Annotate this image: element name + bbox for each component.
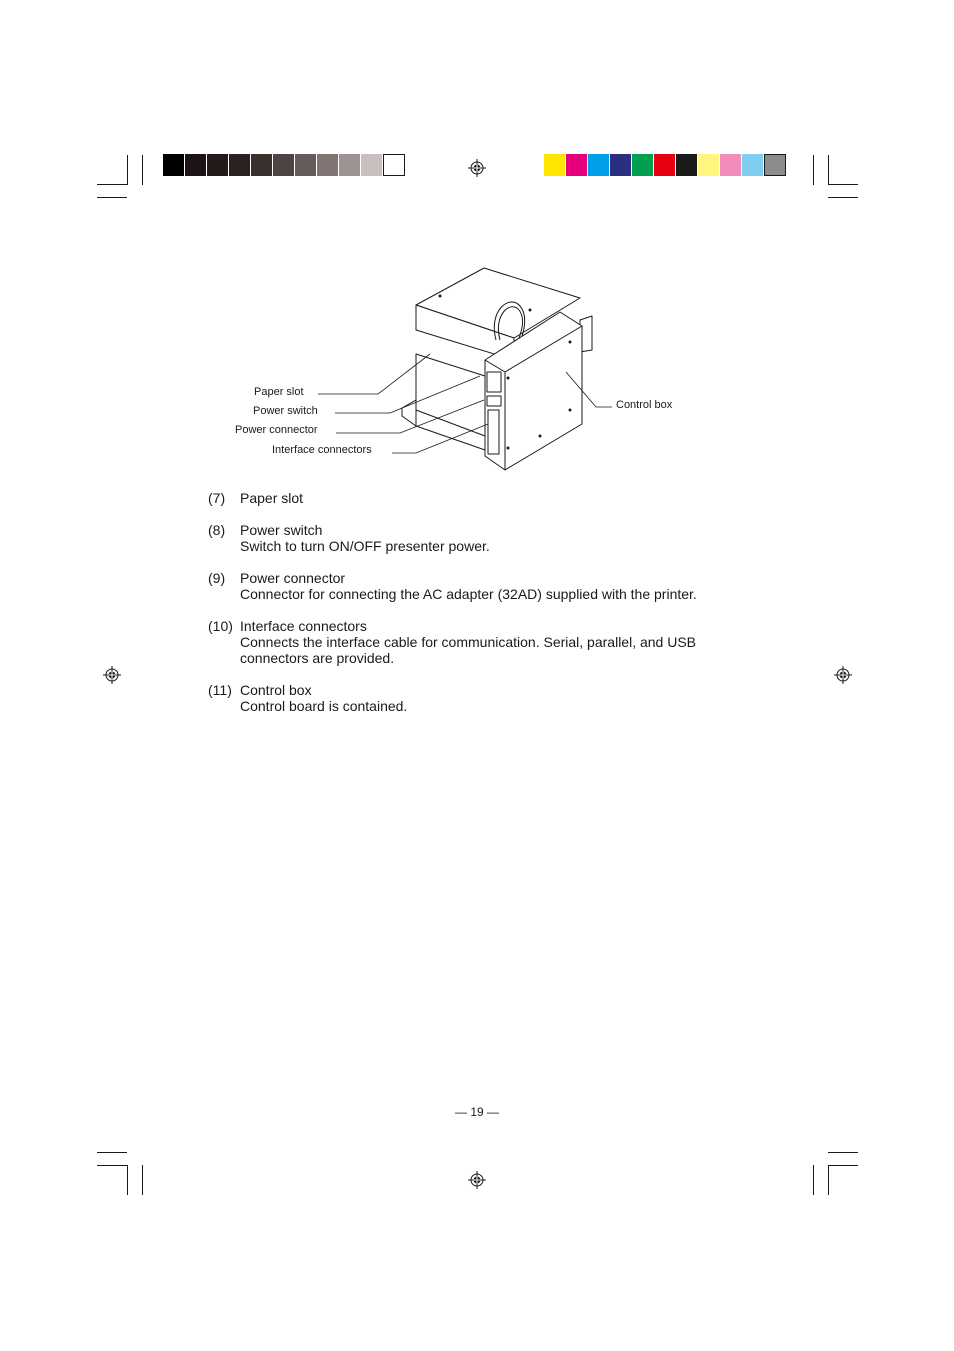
process-color-bar bbox=[544, 154, 786, 176]
crop-mark bbox=[813, 1165, 814, 1195]
color-swatch bbox=[654, 154, 676, 176]
crop-mark bbox=[828, 184, 858, 185]
description-list bbox=[208, 490, 768, 730]
list-item bbox=[208, 570, 768, 602]
color-swatch bbox=[273, 154, 295, 176]
crop-mark bbox=[97, 1152, 127, 1153]
color-swatch bbox=[229, 154, 251, 176]
color-swatch bbox=[317, 154, 339, 176]
color-swatch bbox=[720, 154, 742, 176]
registration-mark-icon bbox=[103, 666, 121, 684]
callout-interface-connectors: Interface connectors bbox=[272, 444, 372, 456]
crop-mark bbox=[828, 1165, 829, 1195]
callout-power-switch: Power switch bbox=[253, 405, 318, 417]
crop-mark bbox=[127, 1165, 128, 1195]
crop-mark bbox=[97, 184, 127, 185]
color-swatch bbox=[764, 154, 786, 176]
color-swatch bbox=[251, 154, 273, 176]
item-detail: Connects the interface cable for communication. Serial, parallel, and USB connectors are provided. bbox=[240, 634, 697, 666]
item-term: Paper slot bbox=[240, 490, 304, 506]
color-swatch bbox=[610, 154, 632, 176]
item-number: (11) bbox=[208, 682, 232, 698]
item-term: Power connector bbox=[240, 570, 346, 586]
color-swatch bbox=[207, 154, 229, 176]
list-item bbox=[208, 618, 768, 666]
item-number: (8) bbox=[208, 522, 226, 538]
color-swatch bbox=[361, 154, 383, 176]
color-swatch bbox=[698, 154, 720, 176]
registration-mark-icon bbox=[834, 666, 852, 684]
crop-mark bbox=[828, 1165, 858, 1166]
crop-mark bbox=[127, 155, 128, 185]
color-swatch bbox=[544, 154, 566, 176]
item-number: (7) bbox=[208, 490, 226, 506]
presenter-rear-view-figure bbox=[230, 260, 710, 480]
crop-mark bbox=[142, 1165, 143, 1195]
color-swatch bbox=[185, 154, 207, 176]
registration-mark-icon bbox=[468, 159, 486, 177]
color-swatch bbox=[383, 154, 405, 176]
item-number: (9) bbox=[208, 570, 226, 586]
color-swatch bbox=[676, 154, 698, 176]
color-swatch bbox=[742, 154, 764, 176]
list-item bbox=[208, 682, 768, 714]
crop-mark bbox=[813, 155, 814, 185]
registration-mark-icon bbox=[468, 1171, 486, 1189]
crop-mark bbox=[97, 1165, 127, 1166]
callout-paper-slot: Paper slot bbox=[254, 386, 304, 398]
list-item bbox=[208, 522, 768, 554]
item-number: (10) bbox=[208, 618, 233, 634]
item-detail: Connector for connecting the AC adapter (32AD) supplied with the printer. bbox=[240, 586, 697, 602]
item-detail: Switch to turn ON/OFF presenter power. bbox=[240, 538, 490, 554]
crop-mark bbox=[97, 197, 127, 198]
color-swatch bbox=[163, 154, 185, 176]
item-term: Interface connectors bbox=[240, 618, 367, 634]
grayscale-color-bar bbox=[163, 154, 405, 176]
list-item bbox=[208, 490, 768, 506]
crop-mark bbox=[828, 197, 858, 198]
callout-power-connector: Power connector bbox=[235, 424, 318, 436]
item-term: Power switch bbox=[240, 522, 323, 538]
color-swatch bbox=[339, 154, 361, 176]
color-swatch bbox=[295, 154, 317, 176]
crop-mark bbox=[828, 155, 829, 185]
item-term: Control box bbox=[240, 682, 312, 698]
crop-mark bbox=[828, 1152, 858, 1153]
color-swatch bbox=[588, 154, 610, 176]
crop-mark bbox=[142, 155, 143, 185]
color-swatch bbox=[632, 154, 654, 176]
page-number: — 19 — bbox=[454, 1105, 499, 1119]
color-swatch bbox=[566, 154, 588, 176]
item-detail: Control board is contained. bbox=[240, 698, 408, 714]
callout-control-box: Control box bbox=[616, 399, 673, 411]
